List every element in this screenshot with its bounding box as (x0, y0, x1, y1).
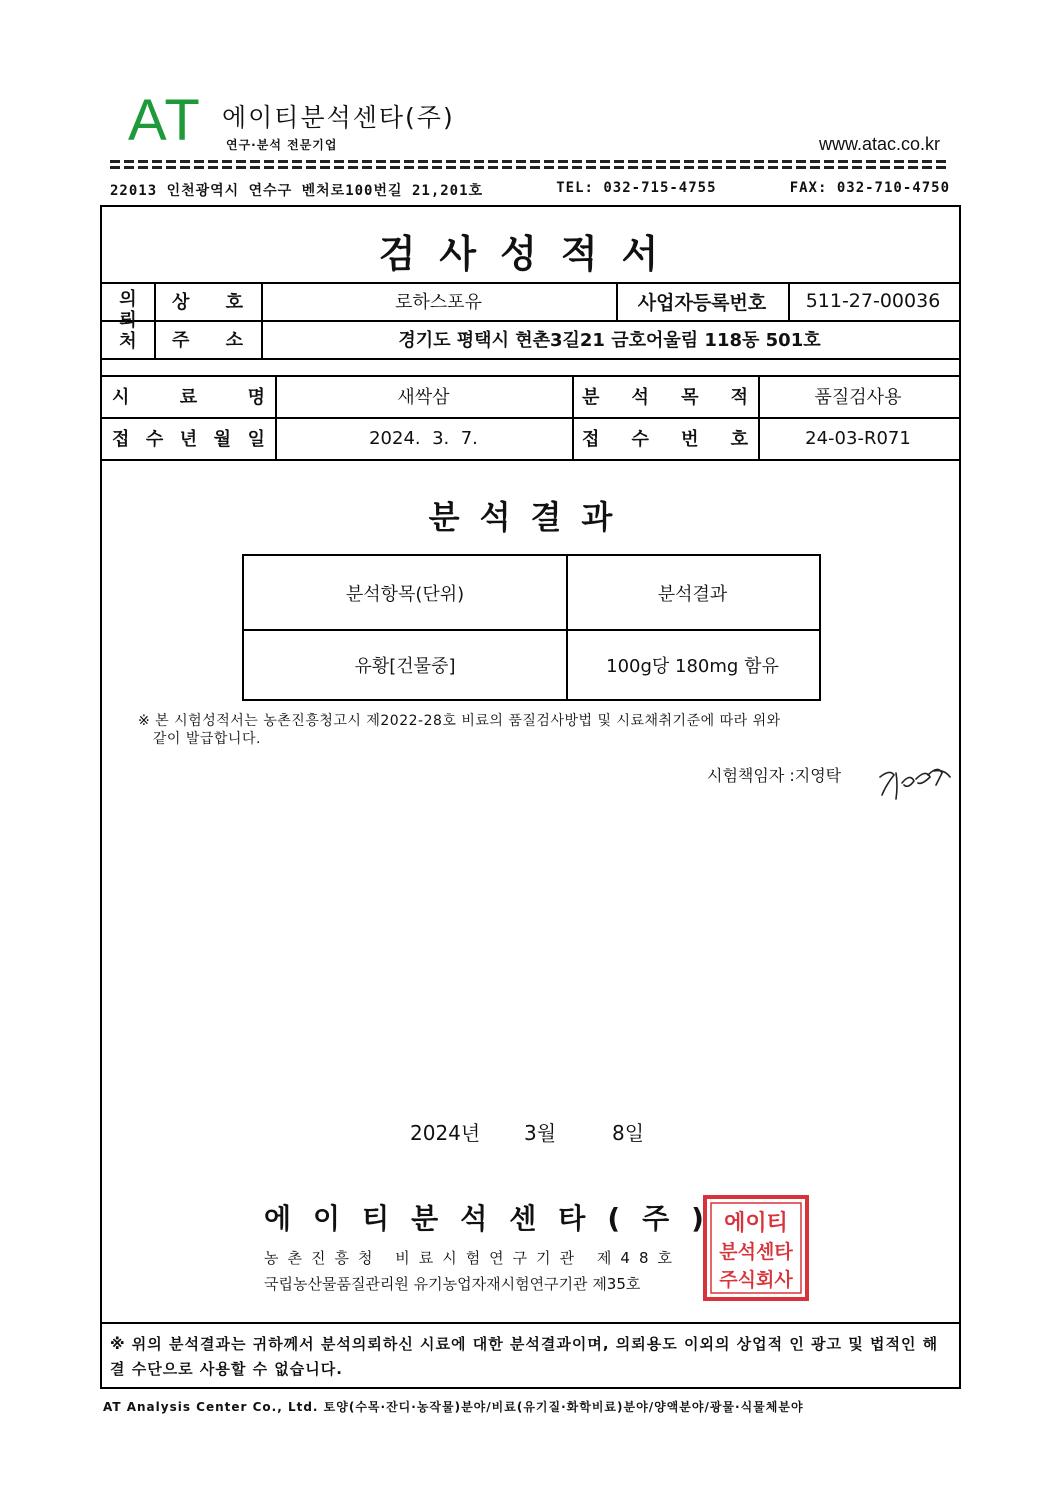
svg-text:주식회사: 주식회사 (719, 1269, 793, 1291)
certification-rda: 농촌진흥청 비료시험연구기관 제48호 (264, 1249, 681, 1267)
received-date-value: 2024. 3. 7. (369, 427, 478, 449)
header-divider (110, 160, 948, 163)
test-method-note: ※ 본 시험성적서는 농촌진흥청고시 제2022-28호 비료의 품질검사방법 및 시료채취기준에 따라 위와 같이 발급합니다. (138, 713, 781, 747)
business-no-label: 사업자등록번호 (637, 291, 767, 314)
issuer-company: 에이티분석센타(주) (264, 1202, 726, 1235)
purpose-label: 분 석 목 적 (582, 387, 748, 408)
sample-value: 새싹삼 (397, 387, 450, 408)
issue-day: 8일 (612, 1121, 645, 1145)
received-date-label: 접 수 년 월 일 (112, 429, 265, 450)
company-tel: TEL: 032-715-4755 (556, 180, 717, 196)
company-seal-image (702, 1194, 810, 1302)
website-link[interactable]: www.atac.co.kr (818, 134, 940, 154)
issue-year: 2024년 (410, 1121, 481, 1145)
signature-image (872, 755, 954, 805)
client-label: 의 뢰 처 (119, 288, 137, 352)
business-no-value: 511-27-00036 (805, 290, 941, 312)
svg-text:에이티: 에이티 (724, 1211, 788, 1236)
company-logo: AT (128, 88, 202, 153)
usage-disclaimer: ※ 위의 분석결과는 귀하께서 분석의뢰하신 시료에 대한 분석결과이며, 의뢰용도 이외의 상업적 인 광고 및 법적인 해결 수단으로 사용할 수 없습니다. (110, 1335, 939, 1378)
receipt-no-label: 접 수 번 호 (582, 429, 748, 450)
table-rule (102, 358, 959, 360)
results-title: 분석결과 (428, 498, 633, 536)
results-table (242, 554, 821, 701)
issue-month: 3월 (524, 1121, 557, 1145)
results-header-result: 분석결과 (657, 583, 728, 605)
table-rule (102, 1322, 959, 1324)
svg-text:분석센타: 분석센타 (719, 1241, 793, 1263)
address-value: 경기도 평택시 현촌3길21 금호어울림 118동 501호 (398, 330, 821, 351)
company-scope-line: AT Analysis Center Co., Ltd. 토양(수목·잔디·농작물)분야/비료(유기질·화학비료)분야/양액분야/광물·식물체분야 (103, 1400, 804, 1414)
receipt-no-value: 24-03-R071 (805, 427, 911, 449)
sample-label: 시 료 명 (112, 387, 265, 408)
results-header-item: 분석항목(단위) (345, 583, 465, 605)
tester-name: 시험책임자 :지영탁 (707, 766, 842, 785)
document-title: 검사성적서 (378, 232, 683, 276)
contact-line (110, 180, 950, 200)
certification-naqs: 국립농산물품질관리원 유기농업자재시험연구기관 제35호 (264, 1275, 641, 1293)
company-label: 상 호 (172, 292, 243, 313)
header-divider (110, 166, 948, 169)
company-value: 로하스포유 (395, 292, 482, 313)
result-value: 100g당 180mg 함유 (606, 656, 779, 677)
company-address: 22013 인천광역시 연수구 벤처로100번길 21,201호 (110, 183, 484, 199)
address-label: 주 소 (172, 330, 243, 351)
table-rule (102, 459, 959, 461)
company-fax: FAX: 032-710-4750 (789, 180, 950, 196)
result-item: 유황[건물중] (354, 656, 456, 677)
report-frame (100, 205, 961, 1389)
company-name: 에이티분석센타(주) (222, 103, 455, 132)
company-tagline: 연구·분석 전문기업 (226, 138, 338, 152)
purpose-value: 품질검사용 (814, 387, 902, 408)
